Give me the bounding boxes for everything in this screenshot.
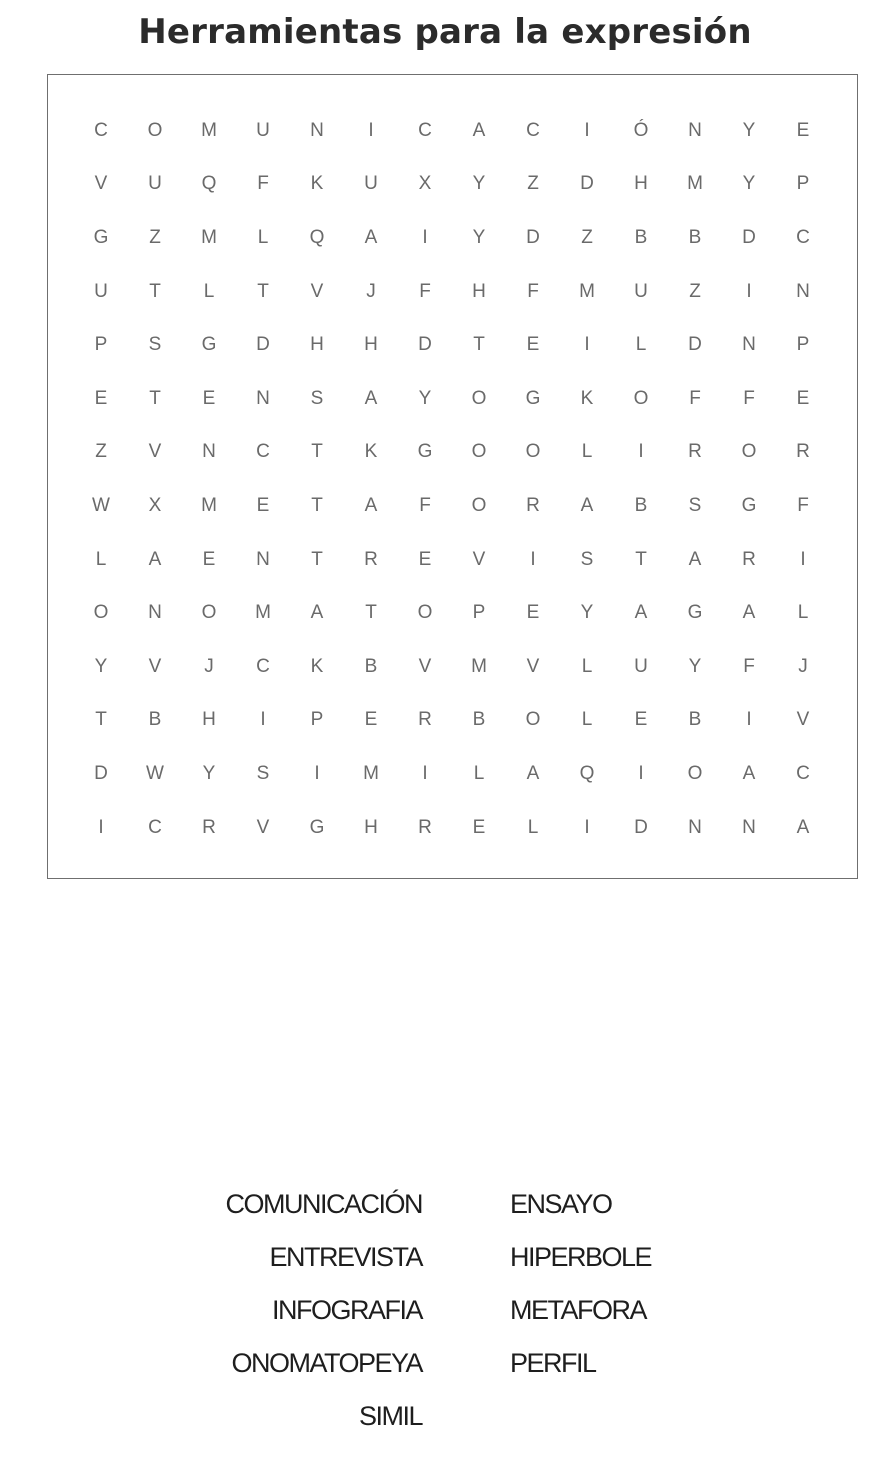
- grid-cell[interactable]: U: [148, 173, 162, 195]
- grid-cell[interactable]: D: [742, 226, 756, 248]
- grid-cell[interactable]: I: [800, 548, 806, 570]
- grid-cell[interactable]: U: [634, 655, 648, 677]
- grid-cell[interactable]: E: [634, 709, 648, 731]
- grid-cell[interactable]: I: [638, 441, 644, 463]
- grid-cell[interactable]: M: [471, 655, 487, 677]
- grid-cell[interactable]: O: [417, 602, 433, 624]
- grid-cell[interactable]: Ó: [633, 119, 649, 141]
- grid-cell[interactable]: C: [796, 762, 810, 784]
- grid-cell[interactable]: N: [256, 387, 270, 409]
- grid-cell[interactable]: I: [368, 119, 374, 141]
- grid-cell[interactable]: O: [525, 709, 541, 731]
- grid-cell[interactable]: N: [202, 441, 216, 463]
- grid-cell[interactable]: V: [148, 441, 162, 463]
- grid-cell[interactable]: B: [148, 709, 162, 731]
- grid-cell[interactable]: N: [256, 548, 270, 570]
- grid-cell[interactable]: R: [742, 548, 756, 570]
- grid-cell[interactable]: M: [201, 494, 217, 516]
- grid-cell[interactable]: M: [255, 602, 271, 624]
- grid-cell[interactable]: Z: [527, 173, 539, 195]
- grid-cell[interactable]: A: [796, 816, 810, 838]
- grid-cell[interactable]: L: [95, 548, 107, 570]
- grid-cell[interactable]: N: [688, 119, 702, 141]
- grid-cell[interactable]: R: [418, 816, 432, 838]
- grid-cell[interactable]: I: [422, 762, 428, 784]
- grid-cell[interactable]: W: [92, 494, 110, 516]
- grid-cell[interactable]: H: [310, 334, 324, 356]
- grid-cell[interactable]: O: [93, 602, 109, 624]
- grid-cell[interactable]: U: [634, 280, 648, 302]
- grid-cell[interactable]: E: [796, 119, 810, 141]
- grid-cell[interactable]: T: [635, 548, 647, 570]
- grid-cell[interactable]: N: [742, 816, 756, 838]
- grid-cell[interactable]: T: [257, 280, 269, 302]
- grid-cell[interactable]: I: [98, 816, 104, 838]
- grid-cell[interactable]: V: [796, 709, 810, 731]
- grid-cell[interactable]: T: [95, 709, 107, 731]
- grid-cell[interactable]: E: [526, 334, 540, 356]
- grid-cell[interactable]: G: [201, 334, 217, 356]
- grid-cell[interactable]: S: [580, 548, 594, 570]
- grid-cell[interactable]: I: [584, 119, 590, 141]
- grid-cell[interactable]: L: [527, 816, 539, 838]
- grid-cell[interactable]: G: [525, 387, 541, 409]
- grid-cell[interactable]: E: [202, 387, 216, 409]
- word-list-item: INFOGRAFIA: [271, 1295, 422, 1325]
- grid-cell[interactable]: L: [581, 709, 593, 731]
- grid-cell[interactable]: Y: [94, 655, 108, 677]
- page-title: Herramientas para la expresión: [138, 12, 752, 52]
- grid-cell[interactable]: Q: [579, 762, 595, 784]
- grid-cell[interactable]: I: [746, 280, 752, 302]
- grid-cell[interactable]: L: [473, 762, 485, 784]
- grid-cell[interactable]: R: [202, 816, 216, 838]
- grid-cell[interactable]: C: [526, 119, 540, 141]
- grid-cell[interactable]: A: [148, 548, 162, 570]
- grid-cell[interactable]: F: [743, 387, 755, 409]
- grid-cell[interactable]: N: [310, 119, 324, 141]
- grid-cell[interactable]: D: [580, 173, 594, 195]
- grid-cell[interactable]: V: [418, 655, 432, 677]
- grid-cell[interactable]: M: [363, 762, 379, 784]
- word-list-item: ENTREVISTA: [269, 1242, 422, 1272]
- grid-cell[interactable]: L: [257, 226, 269, 248]
- word-list-left-column: [226, 1178, 423, 1443]
- grid-cell[interactable]: D: [688, 334, 702, 356]
- grid-cell[interactable]: L: [635, 334, 647, 356]
- grid-cell[interactable]: C: [256, 441, 270, 463]
- grid-cell[interactable]: S: [256, 762, 270, 784]
- grid-cell[interactable]: E: [472, 816, 486, 838]
- grid-cell[interactable]: L: [581, 655, 593, 677]
- grid-cell[interactable]: E: [364, 709, 378, 731]
- grid-cell[interactable]: I: [314, 762, 320, 784]
- grid-cell[interactable]: T: [311, 494, 323, 516]
- grid-cell[interactable]: U: [364, 173, 378, 195]
- grid-cell[interactable]: I: [584, 334, 590, 356]
- grid-cell[interactable]: B: [634, 226, 648, 248]
- grid-cell[interactable]: C: [148, 816, 162, 838]
- word-list-item: HIPERBOLE: [510, 1242, 652, 1272]
- grid-cell[interactable]: Y: [472, 226, 486, 248]
- grid-cell[interactable]: V: [148, 655, 162, 677]
- grid-cell[interactable]: H: [202, 709, 216, 731]
- grid-cell[interactable]: A: [526, 762, 540, 784]
- grid-cell[interactable]: Y: [742, 173, 756, 195]
- grid-cell[interactable]: I: [530, 548, 536, 570]
- grid-cell[interactable]: H: [364, 334, 378, 356]
- word-list-item: ONOMATOPEYA: [231, 1348, 422, 1378]
- grid-cell[interactable]: D: [94, 762, 108, 784]
- grid-cell[interactable]: E: [418, 548, 432, 570]
- grid-cell[interactable]: N: [688, 816, 702, 838]
- grid-cell[interactable]: H: [634, 173, 648, 195]
- grid-cell[interactable]: J: [798, 655, 808, 677]
- grid-cell[interactable]: Y: [202, 762, 216, 784]
- grid-cell[interactable]: A: [742, 602, 756, 624]
- grid-cell[interactable]: F: [743, 655, 755, 677]
- grid-cell[interactable]: L: [797, 602, 809, 624]
- grid-cell[interactable]: A: [310, 602, 324, 624]
- grid-cell[interactable]: O: [687, 762, 703, 784]
- word-list-item: COMUNICACIÓN: [225, 1189, 422, 1219]
- grid-cell[interactable]: N: [742, 334, 756, 356]
- grid-cell[interactable]: O: [147, 119, 163, 141]
- grid-cell[interactable]: T: [311, 548, 323, 570]
- grid-cell[interactable]: F: [527, 280, 539, 302]
- grid-cell[interactable]: V: [526, 655, 540, 677]
- grid-cell[interactable]: B: [364, 655, 378, 677]
- grid-cell[interactable]: K: [364, 441, 378, 463]
- word-list-item: METAFORA: [510, 1295, 646, 1325]
- grid-cell[interactable]: A: [472, 119, 486, 141]
- grid-cell[interactable]: A: [364, 494, 378, 516]
- grid-cell[interactable]: R: [526, 494, 540, 516]
- grid-cell[interactable]: N: [796, 280, 810, 302]
- grid-cell[interactable]: X: [148, 494, 162, 516]
- grid-cell[interactable]: O: [741, 441, 757, 463]
- grid-cell[interactable]: A: [580, 494, 594, 516]
- grid-cell[interactable]: Y: [580, 602, 594, 624]
- grid-cell[interactable]: M: [201, 119, 217, 141]
- grid-cell[interactable]: M: [201, 226, 217, 248]
- grid-cell[interactable]: I: [638, 762, 644, 784]
- grid-cell[interactable]: G: [417, 441, 433, 463]
- grid-cell[interactable]: T: [365, 602, 377, 624]
- letter-grid: [74, 104, 830, 854]
- grid-cell[interactable]: G: [741, 494, 757, 516]
- grid-cell[interactable]: I: [746, 709, 752, 731]
- grid-cell[interactable]: L: [581, 441, 593, 463]
- grid-cell[interactable]: A: [364, 387, 378, 409]
- grid-cell[interactable]: Y: [688, 655, 702, 677]
- grid-cell[interactable]: X: [418, 173, 432, 195]
- grid-cell[interactable]: T: [473, 334, 485, 356]
- grid-cell[interactable]: B: [688, 709, 702, 731]
- grid-cell[interactable]: Z: [581, 226, 593, 248]
- word-list-item: PERFIL: [510, 1348, 596, 1378]
- grid-cell[interactable]: S: [688, 494, 702, 516]
- grid-cell[interactable]: I: [260, 709, 266, 731]
- grid-cell[interactable]: P: [796, 173, 810, 195]
- grid-cell[interactable]: C: [418, 119, 432, 141]
- grid-cell[interactable]: R: [688, 441, 702, 463]
- word-list-item: ENSAYO: [510, 1189, 612, 1219]
- grid-cell[interactable]: D: [634, 816, 648, 838]
- grid-cell[interactable]: P: [310, 709, 324, 731]
- grid-cell[interactable]: D: [526, 226, 540, 248]
- grid-cell[interactable]: Y: [418, 387, 432, 409]
- grid-cell[interactable]: H: [364, 816, 378, 838]
- grid-cell[interactable]: T: [149, 280, 161, 302]
- grid-cell[interactable]: U: [94, 280, 108, 302]
- grid-cell[interactable]: Y: [742, 119, 756, 141]
- grid-cell[interactable]: O: [471, 494, 487, 516]
- grid-cell[interactable]: Z: [95, 441, 107, 463]
- grid-cell[interactable]: A: [634, 602, 648, 624]
- grid-cell[interactable]: E: [796, 387, 810, 409]
- grid-cell[interactable]: F: [797, 494, 809, 516]
- grid-cell[interactable]: E: [526, 602, 540, 624]
- grid-cell[interactable]: G: [309, 816, 325, 838]
- grid-cell[interactable]: B: [472, 709, 486, 731]
- grid-cell[interactable]: E: [94, 387, 108, 409]
- grid-cell[interactable]: J: [204, 655, 214, 677]
- grid-cell[interactable]: G: [687, 602, 703, 624]
- grid-cell[interactable]: F: [419, 280, 431, 302]
- grid-cell[interactable]: O: [201, 602, 217, 624]
- grid-cell[interactable]: C: [796, 226, 810, 248]
- grid-cell[interactable]: T: [311, 441, 323, 463]
- word-list-right-column: [510, 1178, 651, 1390]
- grid-cell[interactable]: V: [472, 548, 486, 570]
- grid-cell[interactable]: V: [310, 280, 324, 302]
- grid-cell[interactable]: V: [256, 816, 270, 838]
- grid-cell[interactable]: I: [584, 816, 590, 838]
- grid-cell[interactable]: C: [94, 119, 108, 141]
- grid-cell[interactable]: V: [94, 173, 108, 195]
- grid-cell[interactable]: F: [689, 387, 701, 409]
- grid-cell[interactable]: H: [472, 280, 486, 302]
- grid-cell[interactable]: C: [256, 655, 270, 677]
- grid-cell[interactable]: B: [688, 226, 702, 248]
- grid-cell[interactable]: A: [688, 548, 702, 570]
- grid-cell[interactable]: I: [422, 226, 428, 248]
- grid-cell[interactable]: Z: [149, 226, 161, 248]
- grid-cell[interactable]: R: [418, 709, 432, 731]
- grid-cell[interactable]: Y: [472, 173, 486, 195]
- grid-cell[interactable]: P: [472, 602, 486, 624]
- grid-cell[interactable]: O: [633, 387, 649, 409]
- grid-cell[interactable]: L: [203, 280, 215, 302]
- grid-cell[interactable]: G: [93, 226, 109, 248]
- grid-cell[interactable]: W: [146, 762, 164, 784]
- grid-cell[interactable]: K: [580, 387, 594, 409]
- grid-cell[interactable]: F: [257, 173, 269, 195]
- grid-cell[interactable]: E: [256, 494, 270, 516]
- grid-cell[interactable]: S: [148, 334, 162, 356]
- grid-cell[interactable]: A: [364, 226, 378, 248]
- grid-cell[interactable]: S: [310, 387, 324, 409]
- grid-cell[interactable]: N: [148, 602, 162, 624]
- grid-cell[interactable]: Z: [689, 280, 701, 302]
- word-list-item: SIMIL: [358, 1401, 422, 1431]
- grid-cell[interactable]: D: [256, 334, 270, 356]
- grid-cell[interactable]: P: [94, 334, 108, 356]
- grid-cell[interactable]: K: [310, 655, 324, 677]
- grid-cell[interactable]: K: [310, 173, 324, 195]
- grid-cell[interactable]: F: [419, 494, 431, 516]
- grid-cell[interactable]: A: [742, 762, 756, 784]
- grid-cell[interactable]: B: [634, 494, 648, 516]
- grid-cell[interactable]: D: [418, 334, 432, 356]
- grid-cell[interactable]: P: [796, 334, 810, 356]
- grid-cell[interactable]: U: [256, 119, 270, 141]
- grid-cell[interactable]: E: [202, 548, 216, 570]
- grid-cell[interactable]: O: [525, 441, 541, 463]
- grid-cell[interactable]: R: [796, 441, 810, 463]
- grid-cell[interactable]: Q: [309, 226, 325, 248]
- grid-cell[interactable]: M: [687, 173, 703, 195]
- grid-cell[interactable]: J: [366, 280, 376, 302]
- grid-cell[interactable]: M: [579, 280, 595, 302]
- grid-cell[interactable]: T: [149, 387, 161, 409]
- grid-cell[interactable]: O: [471, 441, 487, 463]
- grid-cell[interactable]: O: [471, 387, 487, 409]
- grid-cell[interactable]: Q: [201, 173, 217, 195]
- grid-cell[interactable]: R: [364, 548, 378, 570]
